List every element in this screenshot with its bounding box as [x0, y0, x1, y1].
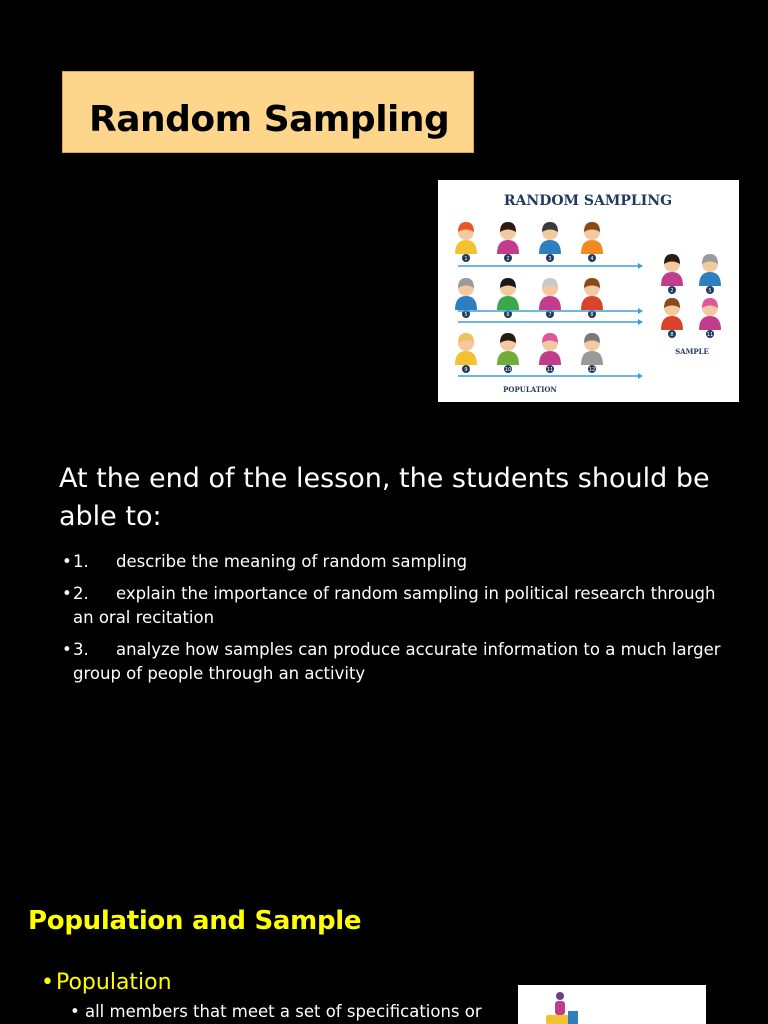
objective-number: 1.: [73, 552, 89, 571]
bullet: •: [62, 552, 72, 571]
person: [699, 254, 721, 294]
population-thumbnail: [518, 985, 706, 1024]
person-number: 8: [670, 332, 674, 338]
bullet: •: [62, 640, 72, 659]
person-number: 4: [590, 256, 594, 262]
person-body: [581, 351, 603, 365]
person: [539, 278, 561, 318]
person: [539, 333, 561, 373]
section-title: Population and Sample: [28, 906, 362, 936]
objective-text: analyze how samples can produce accurate information to a much larger group of people through an activity: [73, 640, 721, 683]
objective-item: [62, 550, 722, 574]
person-body: [497, 240, 519, 254]
objective-number: 3.: [73, 640, 89, 659]
population-people: [455, 222, 603, 373]
person-number: 12: [588, 367, 596, 373]
objective-text: describe the meaning of random sampling: [116, 552, 468, 571]
person-number: 3: [548, 256, 552, 262]
sample-label: SAMPLE: [675, 347, 709, 356]
person-body: [455, 351, 477, 365]
person: [539, 222, 561, 262]
person: [661, 298, 683, 338]
arrow-head: [638, 263, 643, 269]
slide-title: Random Sampling: [89, 99, 450, 140]
bullet: •: [62, 584, 72, 603]
person-number: 5: [708, 288, 712, 294]
illustration-svg: [438, 180, 739, 402]
person-number: 11: [546, 367, 554, 373]
objectives-heading: At the end of the lesson, the students should be able to:: [59, 463, 710, 532]
person: [497, 222, 519, 262]
definition-text: all members that meet a set of specifications or: [84, 1002, 482, 1021]
person-number: 2: [670, 288, 674, 294]
person: [699, 298, 721, 338]
person-body: [661, 316, 683, 330]
person-number: 6: [506, 312, 510, 318]
slide-artifact: [433, 318, 439, 340]
person-body: [661, 272, 683, 286]
objectives-list: [62, 550, 722, 694]
person-body: [497, 296, 519, 310]
bullet: •: [70, 1002, 80, 1021]
sample-people: [661, 254, 721, 338]
objective-item: [62, 582, 722, 630]
person-number: 7: [548, 312, 552, 318]
person: [497, 278, 519, 318]
person: [661, 254, 683, 294]
person: [455, 278, 477, 318]
arrow-head: [638, 319, 643, 325]
term-label: Population: [55, 970, 172, 995]
person-body: [497, 351, 519, 365]
arrow-head: [638, 373, 643, 379]
person-body: [581, 240, 603, 254]
person: [455, 222, 477, 262]
random-sampling-illustration: [438, 180, 739, 402]
term-population: [41, 968, 172, 998]
person-number: 1: [464, 256, 468, 262]
objective-number: 2.: [73, 584, 89, 603]
person-body: [539, 296, 561, 310]
arrow-head: [638, 308, 643, 314]
title-box: [62, 71, 474, 153]
person-body: [581, 296, 603, 310]
objective-text: explain the importance of random sampling in political research through an oral recitation: [73, 584, 716, 627]
thumbnail-svg: [518, 985, 706, 1024]
thumb-person-body: [555, 1001, 565, 1015]
person-body: [699, 316, 721, 330]
person: [581, 333, 603, 373]
person: [497, 333, 519, 373]
objective-item: [62, 638, 722, 686]
person-number: 2: [506, 256, 510, 262]
person: [581, 222, 603, 262]
thumb-box: [568, 1011, 578, 1024]
definition: [70, 1000, 482, 1024]
illustration-heading: RANDOM SAMPLING: [503, 193, 673, 209]
person-body: [699, 272, 721, 286]
person-number: 10: [504, 367, 512, 373]
person-number: 5: [464, 312, 468, 318]
thumb-person-head: [556, 992, 564, 1000]
bullet: •: [41, 970, 54, 995]
person-number: 9: [464, 367, 468, 373]
person-body: [455, 296, 477, 310]
person-body: [539, 351, 561, 365]
person: [455, 333, 477, 373]
person: [581, 278, 603, 318]
person-number: 8: [590, 312, 594, 318]
population-label: POPULATION: [503, 385, 557, 394]
person-number: 11: [706, 332, 714, 338]
person-body: [539, 240, 561, 254]
person-body: [455, 240, 477, 254]
